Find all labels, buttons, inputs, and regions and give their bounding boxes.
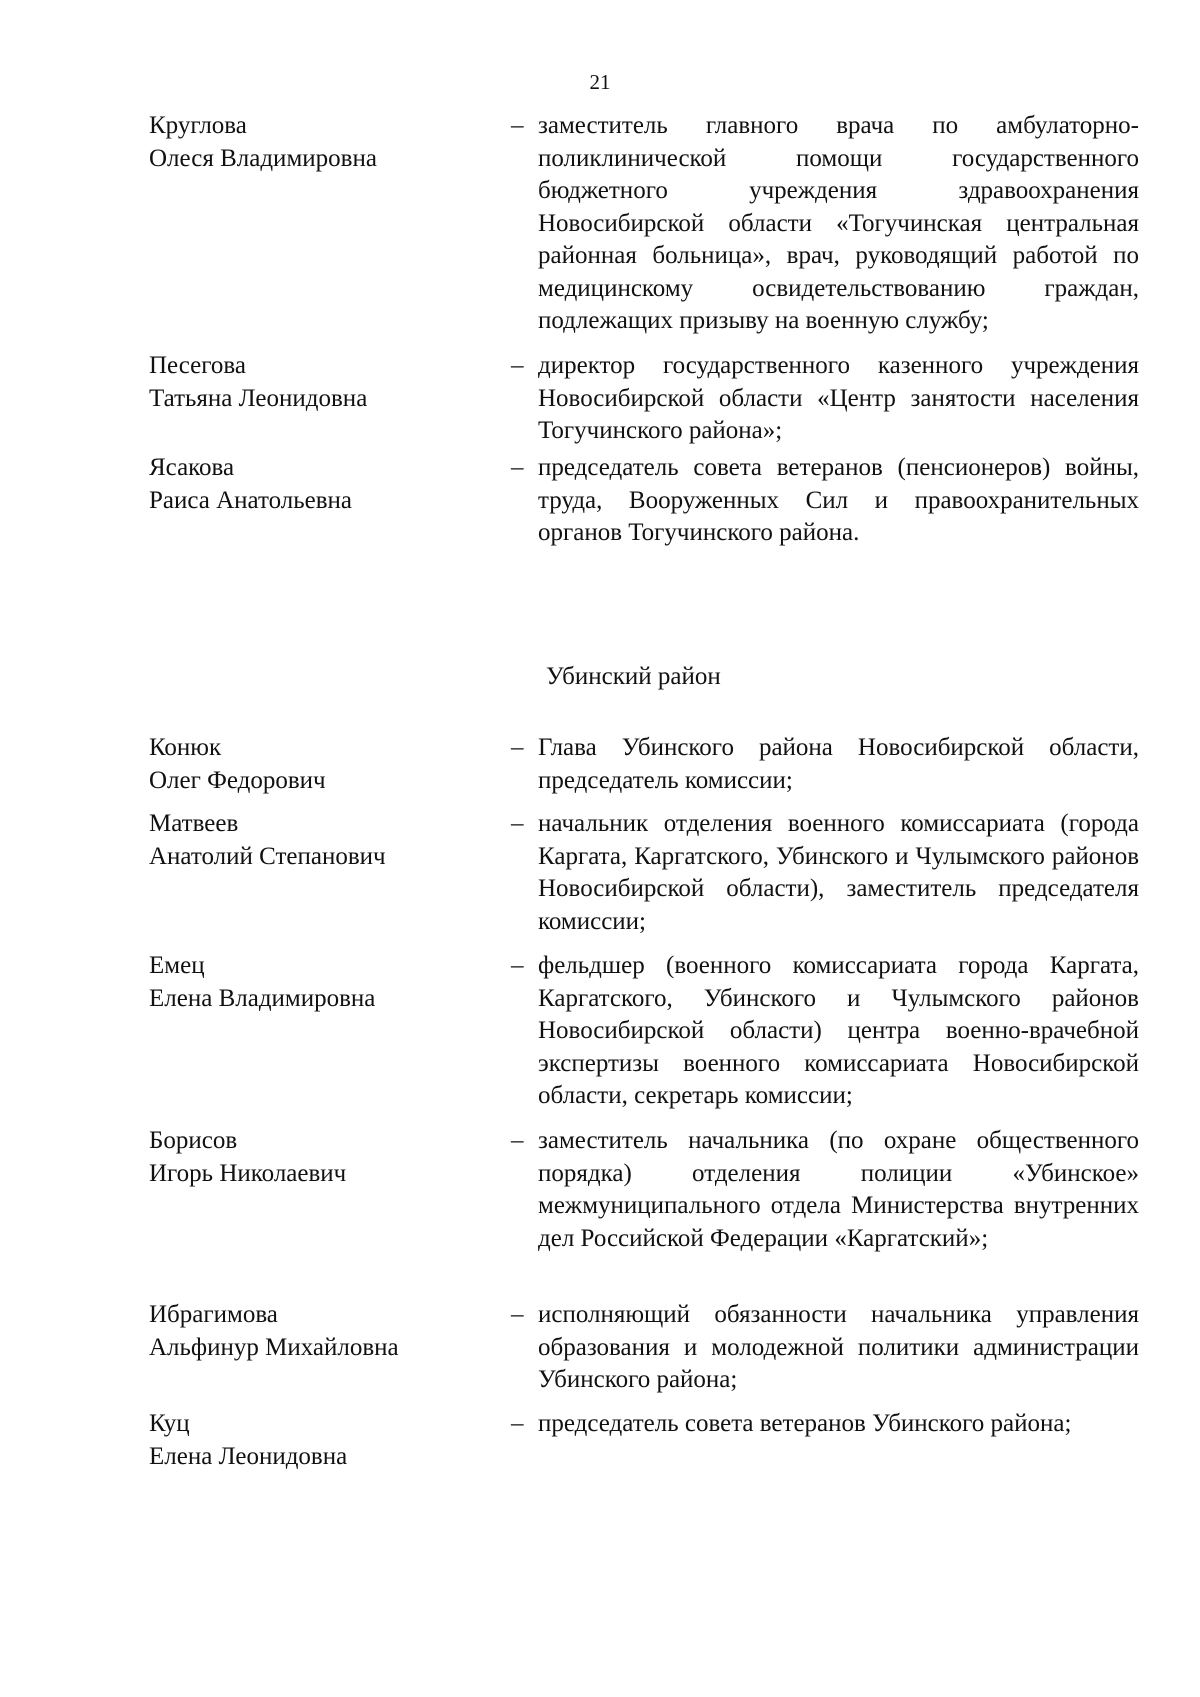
member-given-names: Альфинур Михайловна: [149, 1333, 399, 1361]
member-name: [149, 110, 511, 338]
member-surname: Ибрагимова: [149, 1301, 278, 1328]
dash-separator: –: [511, 1127, 524, 1154]
member-name: [149, 1408, 511, 1473]
member-entry: [149, 808, 1149, 938]
page-number: 21: [589, 70, 611, 94]
member-surname: Круглова: [149, 112, 247, 139]
dash-separator: –: [511, 454, 524, 481]
member-entry: [149, 1408, 1149, 1473]
member-entry: [149, 1299, 1149, 1397]
member-entry: [149, 950, 1149, 1113]
dash-separator: –: [511, 1410, 524, 1437]
member-surname: Песегова: [149, 352, 246, 379]
member-given-names: Анатолий Степанович: [149, 842, 386, 870]
member-position: директор государственного казенного учреждения Новосибирской области «Центр занятости населения Тогучинского района»;: [538, 352, 1139, 444]
dash-separator: –: [511, 734, 524, 761]
member-position: исполняющий обязанности начальника управления образования и молодежной политики администрации Убинского района;: [538, 1301, 1139, 1393]
dash-separator: –: [511, 112, 524, 139]
member-entry: [149, 350, 1149, 448]
member-position: заместитель начальника (по охране общественного порядка) отделения полиции «Убинское» межмуниципального отдела Министерства внутренних дел Российской Федерации «Каргатский»;: [538, 1127, 1139, 1252]
member-given-names: Елена Владимировна: [149, 984, 376, 1012]
member-entry: [149, 110, 1149, 338]
member-given-names: Татьяна Леонидовна: [149, 384, 368, 412]
member-surname: Матвеев: [149, 810, 239, 837]
member-entry: [149, 732, 1149, 797]
member-position: председатель совета ветеранов (пенсионеров) войны, труда, Вооруженных Сил и правоохранительных органов Тогучинского района.: [538, 454, 1139, 546]
member-surname: Куц: [149, 1410, 190, 1437]
member-name: [149, 732, 511, 797]
member-surname: Борисов: [149, 1127, 238, 1154]
member-name: [149, 950, 511, 1113]
member-given-names: Олег Федорович: [149, 766, 326, 794]
member-given-names: Игорь Николаевич: [149, 1159, 347, 1187]
member-given-names: Олеся Владимировна: [149, 144, 377, 172]
member-name: [149, 350, 511, 448]
dash-separator: –: [511, 810, 524, 837]
member-entry: [149, 1125, 1149, 1255]
dash-separator: –: [511, 952, 524, 979]
member-name: [149, 808, 511, 938]
member-surname: Емец: [149, 952, 205, 979]
member-position: начальник отделения военного комиссариата (города Каргата, Каргатского, Убинского и Чулымского районов Новосибирской области), заместитель председателя комиссии;: [538, 810, 1139, 935]
member-name: [149, 1125, 511, 1255]
member-surname: Конюк: [149, 734, 222, 761]
member-position: заместитель главного врача по амбулаторно-поликлинической помощи государственного бюджетного учреждения здравоохранения Новосибирской области «Тогучинская центральная районная больница», врач, руководящий работой по медицинскому освидетельствованию граждан, подлежащих призыву на военную службу;: [538, 112, 1139, 334]
section-heading: Убинский район: [546, 663, 721, 690]
member-surname: Ясакова: [149, 454, 235, 481]
member-name: [149, 452, 511, 550]
member-given-names: Раиса Анатольевна: [149, 486, 353, 514]
member-name: [149, 1299, 511, 1397]
member-position: фельдшер (военного комиссариата города Каргата, Каргатского, Убинского и Чулымского районов Новосибирской области) центра военно-врачебной экспертизы военного комиссариата Новосибирской области, секретарь комиссии;: [538, 952, 1139, 1109]
member-entry: [149, 452, 1149, 550]
member-position: председатель совета ветеранов Убинского района;: [538, 1410, 1072, 1437]
dash-separator: –: [511, 352, 524, 379]
member-given-names: Елена Леонидовна: [149, 1442, 348, 1470]
dash-separator: –: [511, 1301, 524, 1328]
member-position: Глава Убинского района Новосибирской области, председатель комиссии;: [538, 734, 1139, 794]
